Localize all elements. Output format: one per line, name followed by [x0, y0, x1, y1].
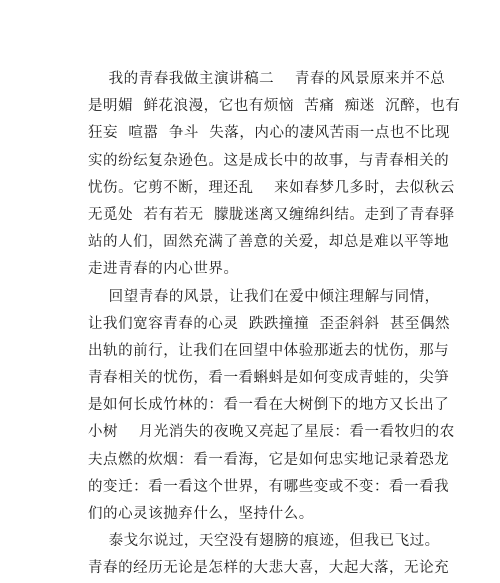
text-line: 出轨的前行，让我们在回望中体验那逝去的忧伤，那与 [88, 342, 450, 359]
text-line: 忧伤。它剪不断，理还乱 来如春梦几多时，去似秋云 [88, 179, 455, 196]
text-line: 是明媚 鲜花浪漫，它也有烦恼 苦痛 痴迷 沉醉，也有 [88, 98, 461, 115]
text-line: 站的人们，固然充满了善意的关爱，却总是难以平等地 [88, 234, 450, 251]
text-line: 夫点燃的炊烟：看一看海，它是如何忠实地记录着恐龙 [88, 451, 450, 468]
paragraph-1 [88, 66, 461, 284]
text-line: 让我们宽容青春的心灵 跌跌撞撞 歪歪斜斜 甚至偶然 [88, 315, 451, 332]
paragraph-3 [88, 528, 450, 582]
text-line: 狂妄 喧嚣 争斗 失落，内心的凄风苦雨一点也不比现 [88, 125, 451, 142]
text-line: 青春相关的忧伤，看一看蝌蚪是如何变成青蛙的，尖笋 [88, 370, 450, 387]
text-line: 我的青春我做主演讲稿二 青春的风景原来并不总 [88, 71, 446, 87]
paragraph-2 [88, 284, 455, 529]
text-line: 的变迁：看一看这个世界，有哪些变或不变：看一看我 [88, 478, 450, 495]
text-line: 们的心灵该抛弃什么，坚持什么。 [88, 506, 314, 522]
text-line: 泰戈尔说过，天空没有翅膀的痕迹，但我已飞过。 [88, 533, 440, 550]
document-page [88, 66, 461, 583]
text-line: 青春的经历无论是怎样的大悲大喜，大起大落，无论充 [88, 560, 450, 577]
text-line: 回望青春的风景，让我们在爱中倾注理解与同情， [88, 288, 440, 305]
text-line: 小树 月光消失的夜晚又亮起了星辰：看一看牧归的农 [88, 424, 455, 441]
text-line: 是如何长成竹林的：看一看在大树倒下的地方又长出了 [88, 397, 450, 414]
text-line: 实的纷纭复杂逊色。这是成长中的故事，与青春相关的 [88, 152, 450, 169]
text-line: 走进青春的内心世界。 [88, 261, 239, 278]
text-line: 无觅处 若有若无 朦胧迷离又缠绵纠结。走到了青春驿 [88, 206, 455, 223]
